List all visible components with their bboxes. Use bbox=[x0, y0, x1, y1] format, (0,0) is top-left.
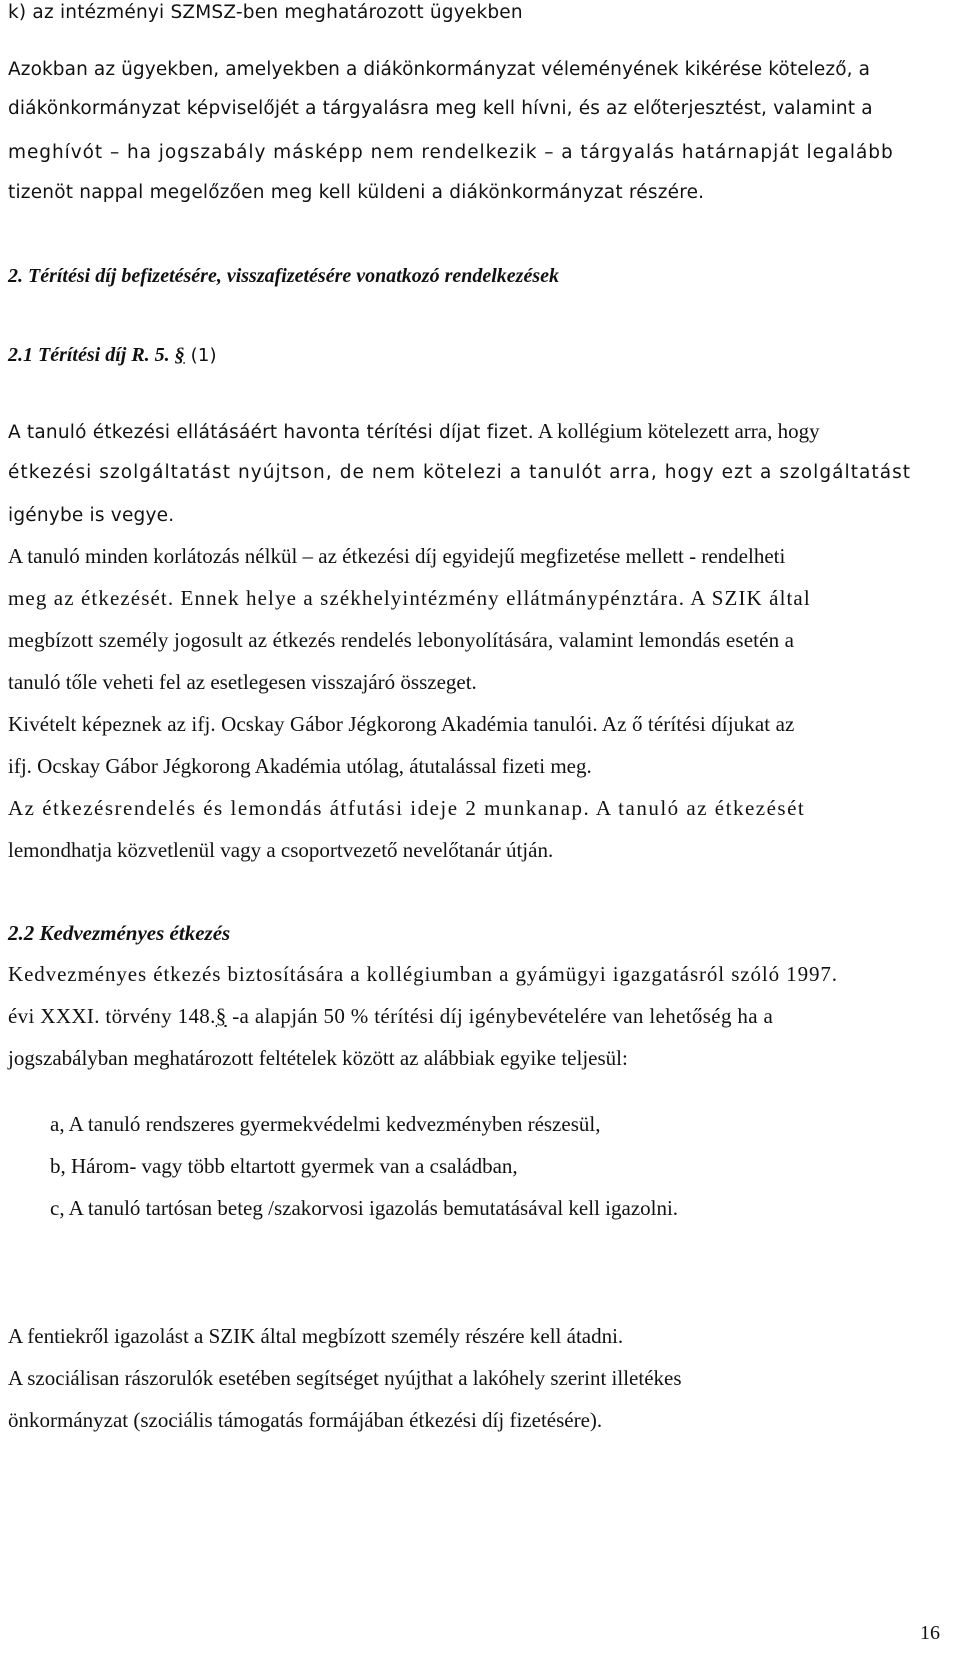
paragraph-line: Kivételt képeznek az ifj. Ocskay Gábor Jégkorong Akadémia tanulói. Az ő térítési díjukat az bbox=[8, 712, 795, 736]
list-item: b, Három- vagy több eltartott gyermek van a családban, bbox=[50, 1154, 518, 1178]
paragraph-line: megbízott személy jogosult az étkezés rendelés lebonyolítására, valamint lemondás esetén a bbox=[8, 628, 795, 652]
subsection-2-1-suffix: (1) bbox=[184, 345, 217, 366]
paragraph-line: meg az étkezését. Ennek helye a székhelyintézmény ellátmánypénztára. A SZIK által bbox=[8, 586, 811, 610]
paragraph-line: A fentiekről igazolást a SZIK által megbízott személy részére kell átadni. bbox=[8, 1324, 624, 1348]
section-sign: § bbox=[174, 344, 185, 366]
paragraph-line: önkormányzat (szociális támogatás formájában étkezési díj fizetésére). bbox=[8, 1408, 603, 1432]
subsection-2-2-title: 2.2 Kedvezményes étkezés bbox=[8, 921, 231, 945]
subsection-2-1-label: 2.1 Térítési díj R. 5. bbox=[8, 344, 175, 366]
paragraph-line: jogszabályban meghatározott feltételek között az alábbiak egyike teljesül: bbox=[8, 1046, 628, 1070]
paragraph-line: lemondhatja közvetlenül vagy a csoportvezető nevelőtanár útján. bbox=[8, 838, 554, 862]
list-item-k-heading: k) az intézményi SZMSZ-ben meghatározott ügyekben bbox=[8, 2, 523, 23]
text-run: A tanuló étkezési ellátásáért havonta térítési díjat fizet. bbox=[8, 422, 534, 443]
text-run: évi XXXI. törvény 148. bbox=[8, 1004, 216, 1028]
list-item: a, A tanuló rendszeres gyermekvédelmi kedvezményben részesül, bbox=[50, 1112, 601, 1136]
paragraph-line: Kedvezményes étkezés biztosítására a kollégiumban a gyámügyi igazgatásról szóló 1997. bbox=[8, 962, 838, 986]
paragraph-line: igénybe is vegye. bbox=[8, 505, 175, 526]
paragraph-line: diákönkormányzat képviselőjét a tárgyalásra meg kell hívni, és az előterjesztést, valamint a bbox=[8, 98, 873, 119]
page-number: 16 bbox=[920, 1622, 940, 1644]
paragraph-line: A szociálisan rászorulók esetében segítséget nyújthat a lakóhely szerint illetékes bbox=[8, 1366, 682, 1390]
text-run: A kollégium kötelezett arra, hogy bbox=[533, 419, 820, 443]
paragraph-line bbox=[8, 1003, 773, 1029]
paragraph-line: ifj. Ocskay Gábor Jégkorong Akadémia utólag, átutalással fizeti meg. bbox=[8, 754, 592, 778]
paragraph-line: meghívót – ha jogszabály másképp nem rendelkezik – a tárgyalás határnapját legalább bbox=[8, 142, 894, 163]
list-item: c, A tanuló tartósan beteg /szakorvosi igazolás bemutatásával kell igazolni. bbox=[50, 1196, 679, 1220]
section-sign: § bbox=[215, 1004, 227, 1028]
text-run: -a alapján 50 % térítési díj igénybevételére van lehetőség ha a bbox=[226, 1004, 774, 1028]
paragraph-line: tizenöt nappal megelőzően meg kell küldeni a diákönkormányzat részére. bbox=[8, 182, 705, 203]
paragraph-line: Az étkezésrendelés és lemondás átfutási ideje 2 munkanap. A tanuló az étkezését bbox=[8, 796, 806, 820]
section-2-title: 2. Térítési díj befizetésére, visszafizetésére vonatkozó rendelkezések bbox=[8, 265, 559, 287]
paragraph-line: tanuló tőle veheti fel az esetlegesen visszajáró összeget. bbox=[8, 670, 477, 694]
paragraph-line: étkezési szolgáltatást nyújtson, de nem kötelezi a tanulót arra, hogy ezt a szolgáltatást bbox=[8, 462, 912, 483]
paragraph-line: A tanuló minden korlátozás nélkül – az étkezési díj egyidejű megfizetése mellett - rendelheti bbox=[8, 544, 786, 568]
subsection-2-1-title bbox=[8, 342, 217, 369]
paragraph-line bbox=[8, 418, 820, 446]
paragraph-line: Azokban az ügyekben, amelyekben a diákönkormányzat véleményének kikérése kötelező, a bbox=[8, 59, 871, 80]
